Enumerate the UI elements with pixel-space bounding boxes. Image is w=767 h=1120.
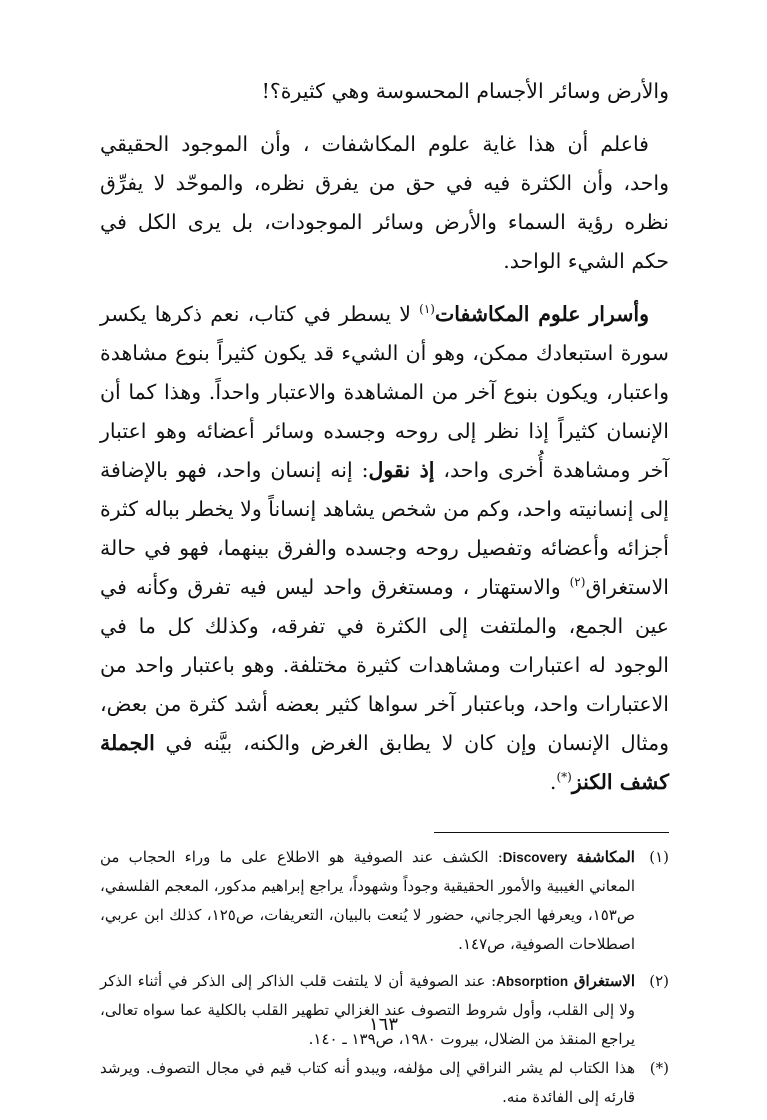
footnote-ref-star: (*): [556, 770, 572, 785]
footnote-divider: [434, 832, 669, 833]
footnote-latin-term: Absorption: [496, 974, 569, 989]
paragraph-2: وأسرار علوم المكاشفات$^{(١)}$ لا يسطر في كتاب، نعم ذكرها يكسر سورة استبعادك ممكن، وهو أن الشيء قد يكون كثيراً بنوع مشاهدة واعتبار، ويكون بنوع آخر من المشاهدة والاعتبار واحداً. وهذا كما أن الإنسان كثيراً إذا نظر إلى روحه وجسده وسائر أعضائه وهو اعتبار آخر ومشاهدة أُخرى واحد، إذ نقول: إنه إنسان واحد، فهو بالإضافة إلى إنسانيته واحد، وكم من شخص يشاهد إنساناً ولا يخطر بباله كثرة أجزائه وأعضائه وتفصيل روحه وجسده والفرق بينهما، فهو في حالة الاستغراق$^{(٢)}$ والاستهتار ، ومستغرق واحد ليس فيه تفرق وكأنه في عين الجمع، والملتفت إلى الكثرة في تفرقه، وكذلك كل ما في الوجود له اعتبارات ومشاهدات كثيرة مختلفة. وهو باعتبار واحد من الاعتبارات واحد، وباعتبار آخر سواها كثير بعضه أشد كثرة من بعض، ومثال الإنسان وإن كان لا يطابق الغرض والكنه، بيَّنه في الجملة كشف الكنز(*).: [100, 302, 669, 794]
paragraph-continuation: والأرض وسائر الأجسام المحسوسة وهي كثيرة؟!: [261, 79, 669, 103]
footnote-number: (١): [649, 848, 669, 866]
footnote-term: المكاشفة: [576, 848, 635, 866]
footnote-ref-2: (٢): [569, 575, 586, 590]
footnotes: [100, 843, 669, 1112]
footnote-number: (*): [649, 1059, 669, 1077]
bold-phrase: إذ نقول: [368, 458, 435, 482]
footnote-1: (١) المكاشفة Discovery: الكشف عند الصوفية هو الاطلاع على ما وراء الحجاب من المعاني الغيبية والأمور الحقيقية وجوداً وشهوداً، يراجع إبراهيم مدكور، المعجم الفلسفي، ص١٥٣، ويعرفها الجرجاني، حضور لا يُنعت بالبيان، التعريفات، ص١٢٥، كذلك ابن عربي، اصطلاحات الصوفية، ص١٤٧.: [100, 843, 669, 959]
footnote-2: (٢) الاستغراق Absorption: عند الصوفية أن لا يلتفت قلب الذاكر إلى الذكر في أثناء الذكر ولا إلى القلب، وأول شروط التصوف عند الغزالي تطهير القلب بالكلية عما سواه تعالى، يراجع المنقذ من الضلال، بيروت ١٩٨٠، ص١٣٩ ـ ١٤٠.: [100, 967, 669, 1054]
bold-title: الجملة كشف الكنز: [100, 731, 669, 794]
footnote-term: الاستغراق: [573, 972, 635, 990]
bold-lead: وأسرار علوم المكاشفات: [434, 302, 649, 326]
footnote-ref-1: (١): [419, 302, 435, 317]
page-number: ١٦٣: [368, 1014, 398, 1035]
paragraph-1: فاعلم أن هذا غاية علوم المكاشفات ، وأن الموجود الحقيقي واحد، وأن الكثرة فيه في حق من يفرق نظره، والموحّد لا يفرِّق نظره رؤية السماء والأرض وسائر الموجودات، بل يرى الكل في حكم الشيء الواحد.: [100, 132, 669, 273]
footnote-latin-term: Discovery: [502, 850, 568, 865]
footnote-number: (٢): [649, 972, 669, 990]
main-text: [100, 72, 669, 802]
footnote-star: (*) هذا الكتاب لم يشر النراقي إلى مؤلفه، ويبدو أنه كتاب قيم في مجال التصوف. ويرشد قارئه إلى الفائدة منه.: [100, 1054, 669, 1112]
